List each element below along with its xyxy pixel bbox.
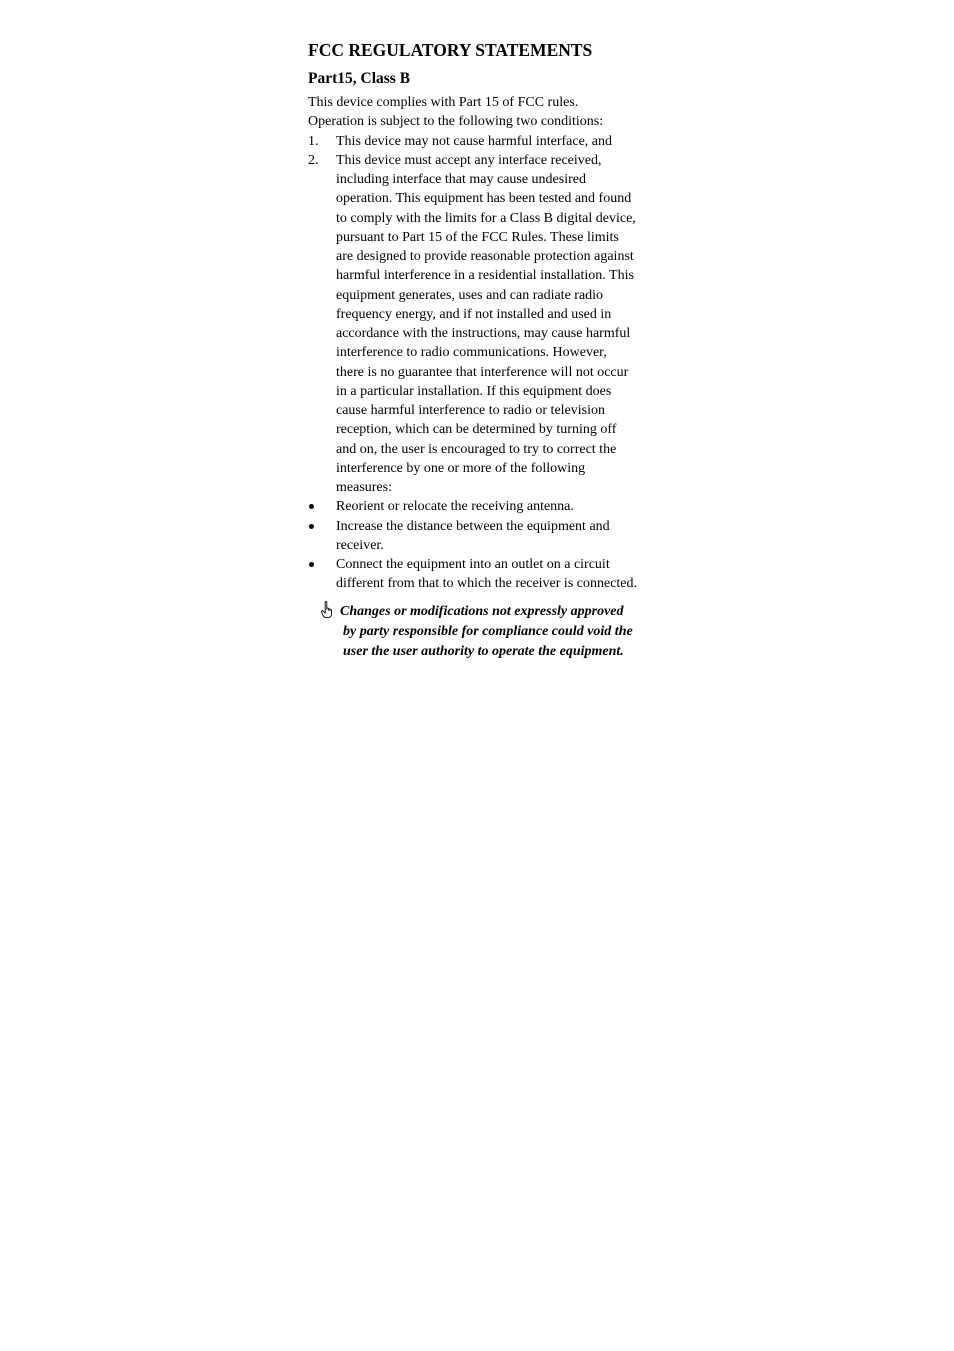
list-number: 2.: [308, 152, 319, 168]
condition-item-2: [308, 151, 658, 498]
document-body: [308, 93, 658, 594]
note-line: by party responsible for compliance could void the: [343, 623, 633, 639]
text-line: and on, the user is encouraged to try to correct the: [336, 441, 617, 457]
measures-list: [308, 497, 658, 593]
text-line: cause harmful interference to radio or television: [336, 403, 605, 418]
bullet-icon: [308, 555, 336, 594]
text-line: measures:: [336, 480, 392, 495]
measure-text: [336, 555, 658, 594]
text-line: reception, which can be determined by turning off: [336, 422, 617, 438]
intro-line: This device complies with Part 15 of FCC rules.: [308, 95, 579, 110]
measure-item-1: [308, 497, 658, 516]
text-line: Increase the distance between the equipment and: [336, 518, 610, 534]
compliance-note: [308, 602, 658, 663]
text-line: different from that to which the receiver is connected.: [336, 576, 638, 592]
text-line: including interface that may cause undesired: [336, 172, 586, 187]
text-line: are designed to provide reasonable protection against: [336, 249, 634, 264]
text-line: This device may not cause harmful interface, and: [336, 133, 612, 149]
text-line: equipment generates, uses and can radiate radio: [336, 287, 604, 303]
page-title: FCC REGULATORY STATEMENTS: [308, 40, 593, 60]
bullet-icon: [308, 497, 336, 516]
conditions-list: [308, 132, 658, 498]
pointing-hand-icon: [320, 600, 334, 620]
text-line: frequency energy, and if not installed and used in: [336, 306, 612, 322]
text-line: harmful interference in a residential installation. This: [336, 268, 634, 284]
bullet-icon: [308, 517, 336, 556]
text-line: pursuant to Part 15 of the FCC Rules. These limits: [336, 229, 619, 245]
note-line: user the user authority to operate the equipment.: [343, 644, 624, 659]
text-line: there is no guarantee that interference will not occur: [336, 364, 629, 380]
text-line: operation. This equipment has been tested and found: [336, 191, 632, 207]
text-line: interference to radio communications. However,: [336, 345, 607, 361]
note-line: Changes or modifications not expressly approved: [340, 603, 624, 619]
text-line: Connect the equipment into an outlet on a circuit: [336, 557, 610, 572]
condition-text: [336, 132, 658, 151]
measure-text: [336, 497, 658, 516]
condition-text: [336, 151, 658, 498]
document-column: [308, 38, 658, 662]
text-line: accordance with the instructions, may cause harmful: [336, 326, 631, 341]
text-line: receiver.: [336, 537, 384, 553]
measure-item-3: [308, 555, 658, 594]
text-line: Reorient or relocate the receiving antenna.: [336, 499, 574, 515]
intro-paragraph: [308, 93, 658, 132]
text-line: to comply with the limits for a Class B digital device,: [336, 210, 636, 226]
intro-line: Operation is subject to the following two conditions:: [308, 114, 604, 130]
condition-item-1: [308, 132, 658, 151]
section-subtitle: Part15, Class B: [308, 70, 411, 87]
list-number: 1.: [308, 133, 319, 149]
text-line: This device must accept any interface received,: [336, 152, 602, 168]
text-line: in a particular installation. If this equipment does: [336, 383, 612, 399]
measure-text: [336, 517, 658, 556]
text-line: interference by one or more of the following: [336, 460, 586, 476]
measure-item-2: [308, 517, 658, 556]
